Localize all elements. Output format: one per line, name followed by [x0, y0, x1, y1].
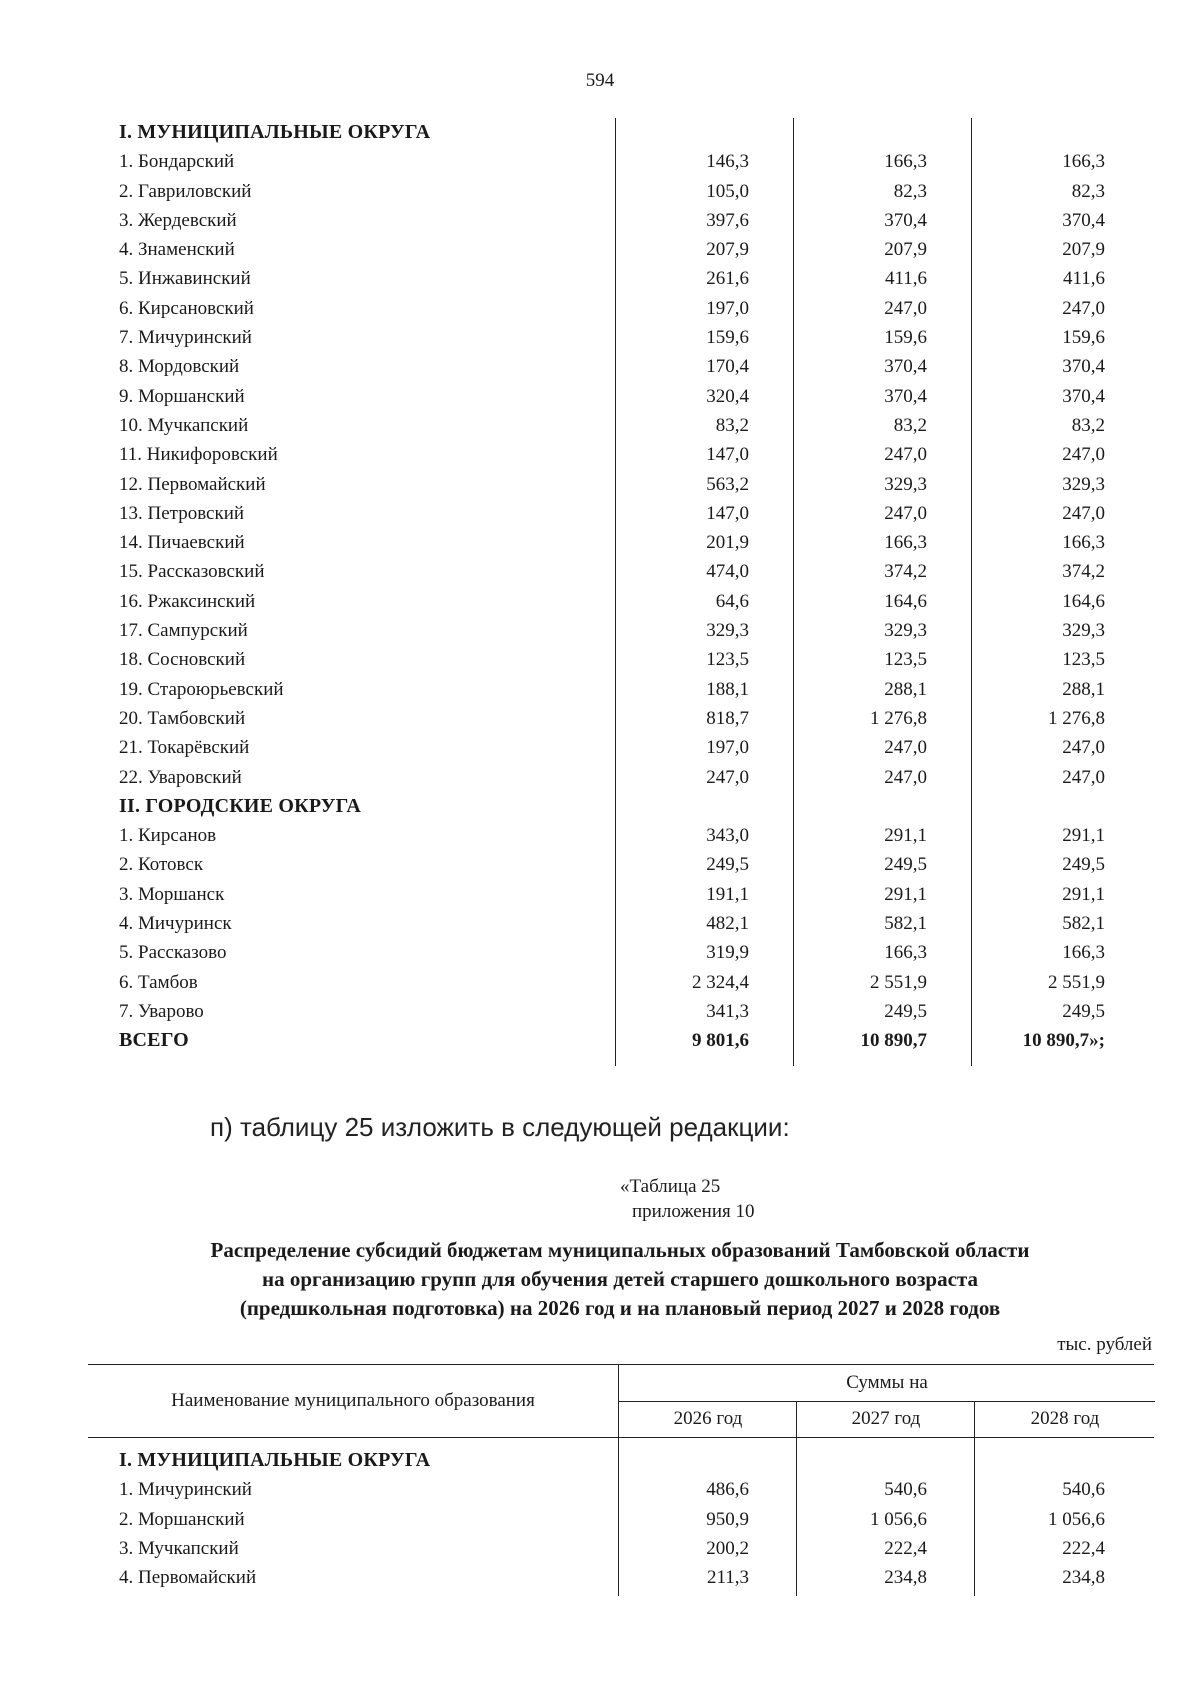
value-2028: 370,4	[1062, 385, 1105, 407]
municipality-name: 1. Мичуринский	[119, 1479, 252, 1501]
value-2026: 64,6	[715, 590, 749, 612]
section-heading-row	[115, 118, 1155, 147]
table-row	[115, 294, 1155, 323]
table-row	[115, 850, 1155, 879]
table-row	[115, 235, 1155, 264]
value-2027: 370,4	[884, 356, 927, 378]
subsidy-table-25	[115, 1446, 1155, 1592]
section-heading-row	[115, 792, 1155, 821]
value-2026: 207,9	[706, 239, 749, 261]
value-2026: 159,6	[706, 327, 749, 349]
table-row	[115, 763, 1155, 792]
value-2028: 234,8	[1062, 1567, 1105, 1589]
value-2027: 247,0	[884, 297, 927, 319]
value-2028: 249,5	[1062, 1000, 1105, 1022]
municipality-name: 4. Знаменский	[119, 239, 235, 261]
value-2028: 370,4	[1062, 356, 1105, 378]
value-2026: 188,1	[706, 678, 749, 700]
table-row	[115, 645, 1155, 674]
value-2026: 9 801,6	[692, 1030, 749, 1052]
value-2026: 319,9	[706, 942, 749, 964]
value-2026: 105,0	[706, 180, 749, 202]
table-row	[115, 587, 1155, 616]
value-2027: 329,3	[884, 620, 927, 642]
value-2028: 540,6	[1062, 1479, 1105, 1501]
value-2028: 166,3	[1062, 151, 1105, 173]
value-2028: 123,5	[1062, 649, 1105, 671]
value-2028: 10 890,7»;	[1022, 1030, 1105, 1052]
value-2028: 329,3	[1062, 620, 1105, 642]
value-2026: 146,3	[706, 151, 749, 173]
municipality-name: 1. Кирсанов	[119, 825, 217, 847]
value-2027: 249,5	[884, 1000, 927, 1022]
table-row	[115, 206, 1155, 235]
municipality-name: 12. Первомайский	[119, 473, 266, 495]
value-2027: 247,0	[884, 444, 927, 466]
table-row	[115, 528, 1155, 557]
table-row	[115, 616, 1155, 645]
municipality-name: 5. Рассказово	[119, 942, 227, 964]
table-row	[115, 997, 1155, 1026]
total-row	[115, 1026, 1155, 1055]
value-2026: 341,3	[706, 1000, 749, 1022]
municipality-name: 4. Первомайский	[119, 1567, 257, 1589]
value-2028: 164,6	[1062, 590, 1105, 612]
value-2027: 582,1	[884, 913, 927, 935]
value-2027: 291,1	[884, 825, 927, 847]
municipality-name: 2. Моршанский	[119, 1508, 245, 1530]
value-2026: 197,0	[706, 737, 749, 759]
value-2027: 10 890,7	[860, 1030, 927, 1052]
value-2028: 247,0	[1062, 502, 1105, 524]
municipality-name: 9. Моршанский	[119, 385, 245, 407]
value-2027: 1 056,6	[870, 1508, 927, 1530]
value-2028: 329,3	[1062, 473, 1105, 495]
municipality-name: 17. Сампурский	[119, 620, 248, 642]
value-2028: 411,6	[1062, 268, 1105, 290]
table-row	[115, 177, 1155, 206]
value-2027: 222,4	[884, 1537, 927, 1559]
value-2026: 818,7	[706, 707, 749, 729]
value-2026: 261,6	[706, 268, 749, 290]
value-2028: 159,6	[1062, 327, 1105, 349]
table-row	[115, 968, 1155, 997]
value-2026: 123,5	[706, 649, 749, 671]
municipality-name: 13. Петровский	[119, 502, 245, 524]
value-2028: 291,1	[1062, 883, 1105, 905]
section-title: I. МУНИЦИПАЛЬНЫЕ ОКРУГА	[119, 1449, 431, 1471]
municipality-name: 3. Моршанск	[119, 883, 225, 905]
table-row	[115, 1534, 1155, 1563]
value-2027: 329,3	[884, 473, 927, 495]
table-row	[115, 323, 1155, 352]
municipality-name: 8. Мордовский	[119, 356, 240, 378]
value-2027: 164,6	[884, 590, 927, 612]
municipality-name: 5. Инжавинский	[119, 268, 251, 290]
value-2027: 207,9	[884, 239, 927, 261]
table-row	[115, 1475, 1155, 1504]
value-2026: 247,0	[706, 766, 749, 788]
table-row	[115, 382, 1155, 411]
municipality-name: 22. Уваровский	[119, 766, 242, 788]
value-2026: 329,3	[706, 620, 749, 642]
units-label: тыс. рублей	[1057, 1334, 1152, 1355]
table-heading-line: на организацию групп для обучения детей старшего дошкольного возраста	[262, 1267, 978, 1291]
value-2027: 247,0	[884, 737, 927, 759]
value-2026: 147,0	[706, 444, 749, 466]
value-2026: 249,5	[706, 854, 749, 876]
value-2028: 207,9	[1062, 239, 1105, 261]
table-row	[115, 352, 1155, 381]
value-2028: 83,2	[1071, 414, 1105, 436]
value-2026: 201,9	[706, 532, 749, 554]
value-2028: 2 551,9	[1048, 971, 1105, 993]
municipality-name: 7. Мичуринский	[119, 327, 252, 349]
value-2026: 211,3	[706, 1567, 749, 1589]
value-2027: 234,8	[884, 1567, 927, 1589]
value-2027: 2 551,9	[870, 971, 927, 993]
section-title: I. МУНИЦИПАЛЬНЫЕ ОКРУГА	[119, 121, 431, 143]
municipality-name: 6. Кирсановский	[119, 297, 254, 319]
value-2026: 950,9	[706, 1508, 749, 1530]
value-2026: 563,2	[706, 473, 749, 495]
value-2028: 247,0	[1062, 737, 1105, 759]
table-row	[115, 675, 1155, 704]
value-2026: 83,2	[715, 414, 749, 436]
value-2027: 249,5	[884, 854, 927, 876]
value-2028: 247,0	[1062, 766, 1105, 788]
table-row	[115, 821, 1155, 850]
table-row	[115, 499, 1155, 528]
municipality-name: 10. Мучкапский	[119, 414, 249, 436]
table-heading-line: (предшкольная подготовка) на 2026 год и на плановый период 2027 и 2028 годов	[239, 1296, 1001, 1320]
amendment-instruction: п) таблицу 25 изложить в следующей редакции:	[210, 1112, 790, 1142]
value-2027: 123,5	[884, 649, 927, 671]
table-row	[115, 938, 1155, 967]
value-2027: 411,6	[884, 268, 927, 290]
value-2028: 166,3	[1062, 532, 1105, 554]
municipality-name: 2. Гавриловский	[119, 180, 252, 202]
value-2028: 291,1	[1062, 825, 1105, 847]
municipality-name: 6. Тамбов	[119, 971, 198, 993]
table-row	[115, 1505, 1155, 1534]
value-2028: 247,0	[1062, 444, 1105, 466]
municipality-name: 3. Жердевский	[119, 209, 237, 231]
header-year-2028: 2028 год	[974, 1401, 1155, 1437]
table-row	[115, 411, 1155, 440]
table-row	[115, 470, 1155, 499]
value-2027: 83,2	[893, 414, 927, 436]
value-2028: 222,4	[1062, 1537, 1105, 1559]
value-2026: 486,6	[706, 1479, 749, 1501]
value-2027: 159,6	[884, 327, 927, 349]
header-year-2027: 2027 год	[796, 1401, 975, 1437]
municipality-name: 7. Уварово	[119, 1000, 204, 1022]
table-row	[115, 704, 1155, 733]
municipality-name: 21. Токарёвский	[119, 737, 250, 759]
value-2027: 291,1	[884, 883, 927, 905]
value-2026: 170,4	[706, 356, 749, 378]
table-caption-appendix: приложения 10	[632, 1201, 755, 1222]
table-header	[88, 1364, 1154, 1438]
value-2028: 582,1	[1062, 913, 1105, 935]
value-2026: 320,4	[706, 385, 749, 407]
value-2027: 1 276,8	[870, 707, 927, 729]
value-2026: 197,0	[706, 297, 749, 319]
municipality-name: 15. Рассказовский	[119, 561, 265, 583]
section-title: II. ГОРОДСКИЕ ОКРУГА	[119, 794, 362, 817]
table-row	[115, 733, 1155, 762]
value-2027: 247,0	[884, 502, 927, 524]
value-2027: 288,1	[884, 678, 927, 700]
value-2028: 166,3	[1062, 942, 1105, 964]
value-2028: 1 276,8	[1048, 707, 1105, 729]
municipality-name: 4. Мичуринск	[119, 913, 232, 935]
municipality-name: 11. Никифоровский	[119, 444, 278, 466]
value-2026: 397,6	[706, 209, 749, 231]
value-2027: 540,6	[884, 1479, 927, 1501]
municipality-name: 18. Сосновский	[119, 649, 246, 671]
value-2028: 288,1	[1062, 678, 1105, 700]
value-2026: 147,0	[706, 502, 749, 524]
table-caption-number: «Таблица 25	[620, 1176, 721, 1197]
table-row	[115, 264, 1155, 293]
municipality-name: 2. Котовск	[119, 854, 204, 876]
subsidy-table-continuation	[115, 118, 1155, 1056]
value-2027: 166,3	[884, 532, 927, 554]
value-2027: 166,3	[884, 151, 927, 173]
table-heading-line: Распределение субсидий бюджетам муниципальных образований Тамбовской области	[210, 1238, 1030, 1262]
value-2027: 370,4	[884, 385, 927, 407]
page-number: 594	[585, 70, 615, 91]
municipality-name: 16. Ржаксинский	[119, 590, 256, 612]
table-row	[115, 147, 1155, 176]
total-label: ВСЕГО	[119, 1029, 189, 1052]
value-2028: 1 056,6	[1048, 1508, 1105, 1530]
value-2026: 2 324,4	[692, 971, 749, 993]
municipality-name: 14. Пичаевский	[119, 532, 245, 554]
value-2028: 247,0	[1062, 297, 1105, 319]
value-2026: 474,0	[706, 561, 749, 583]
value-2026: 482,1	[706, 913, 749, 935]
value-2027: 247,0	[884, 766, 927, 788]
value-2028: 82,3	[1071, 180, 1105, 202]
municipality-name: 1. Бондарский	[119, 151, 235, 173]
value-2026: 191,1	[706, 883, 749, 905]
value-2027: 374,2	[884, 561, 927, 583]
value-2028: 374,2	[1062, 561, 1105, 583]
value-2027: 82,3	[893, 180, 927, 202]
header-name-column: Наименование муниципального образования	[171, 1390, 535, 1411]
table-row	[115, 557, 1155, 586]
municipality-name: 3. Мучкапский	[119, 1537, 239, 1559]
table-row	[115, 1563, 1155, 1592]
table-row	[115, 909, 1155, 938]
value-2028: 249,5	[1062, 854, 1105, 876]
table-row	[115, 440, 1155, 469]
section-heading-row	[115, 1446, 1155, 1475]
value-2026: 343,0	[706, 825, 749, 847]
value-2027: 166,3	[884, 942, 927, 964]
value-2026: 200,2	[706, 1537, 749, 1559]
header-sums: Суммы на	[618, 1365, 1155, 1402]
table-heading	[80, 1236, 1160, 1323]
municipality-name: 19. Староюрьевский	[119, 678, 284, 700]
header-year-2026: 2026 год	[618, 1401, 797, 1437]
value-2028: 370,4	[1062, 209, 1105, 231]
table-row	[115, 880, 1155, 909]
value-2027: 370,4	[884, 209, 927, 231]
municipality-name: 20. Тамбовский	[119, 707, 246, 729]
